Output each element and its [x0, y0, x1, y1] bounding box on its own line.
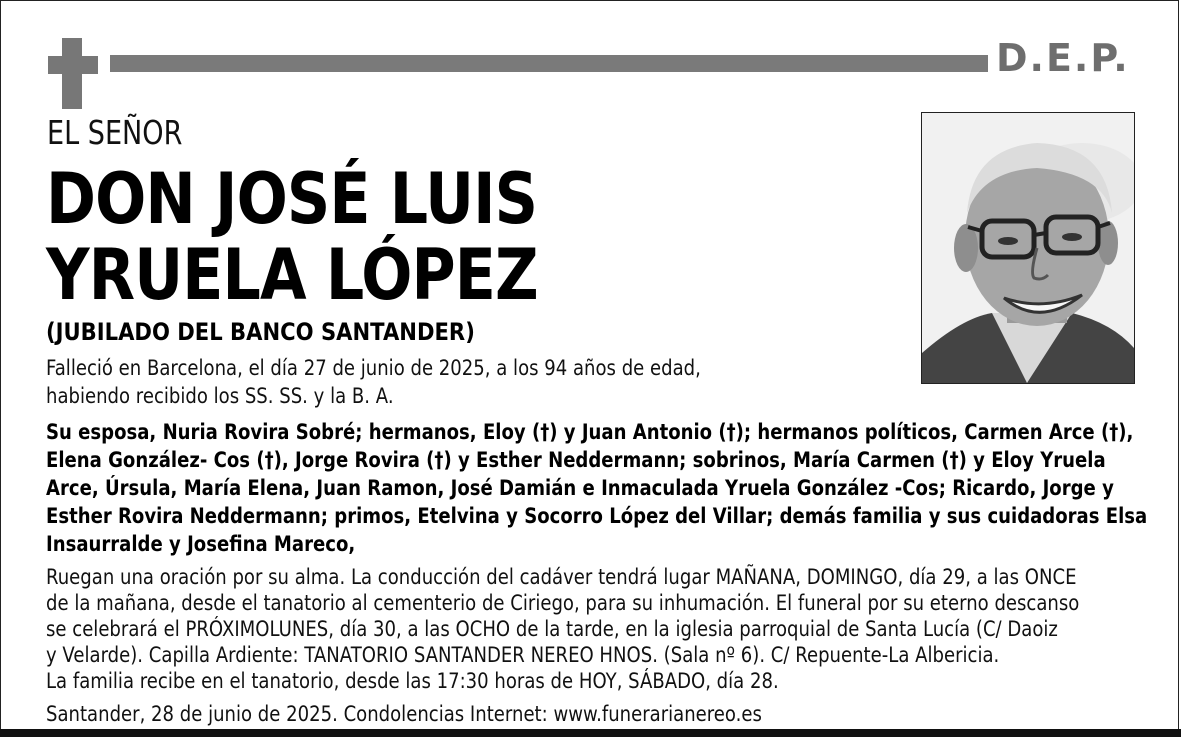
- family-line: Su esposa, Nuria Rovira Sobré; hermanos, Eloy (†) y Juan Antonio (†); hermanos políticos, Carmen Arce (†),: [46, 420, 1134, 444]
- deceased-name-line-1: DON JOSÉ LUIS: [46, 158, 538, 240]
- service-line: y Velarde). Capilla Ardiente: TANATORIO SANTANDER NEREO HNOS. (Sala nº 6). C/ Repuente-La Albericia.: [46, 643, 1000, 667]
- header-rule: [110, 55, 988, 72]
- bottom-border: [0, 729, 1181, 737]
- family-line: Esther Rovira Neddermann; primos, Etelvina y Socorro López del Villar; demás familia y sus cuidadoras Elsa: [46, 504, 1148, 528]
- honorific: EL SEÑOR: [47, 113, 183, 152]
- dep-label: D.E.P.: [996, 36, 1130, 80]
- service-line: Ruegan una oración por su alma. La conducción del cadáver tendrá lugar MAÑANA, DOMINGO, día 29, a las ONCE: [46, 565, 1077, 589]
- family-line: Elena González- Cos (†), Jorge Rovira (†) y Esther Neddermann; sobrinos, María Carmen (†) y Eloy Yruela: [46, 448, 1106, 472]
- occupation: (JUBILADO DEL BANCO SANTANDER): [46, 318, 475, 346]
- family-line: Insaurralde y Josefina Mareco,: [46, 532, 356, 556]
- death-notice-line: Falleció en Barcelona, el día 27 de junio de 2025, a los 94 años de edad,: [46, 356, 701, 380]
- family-line: Arce, Úrsula, María Elena, Juan Ramon, José Damián e Inmaculada Yruela González -Cos; Ricardo, Jorge y: [46, 476, 1114, 500]
- deceased-portrait: [921, 112, 1135, 384]
- footer-text: Santander, 28 de junio de 2025. Condolencias Internet: www.funerarianereo.es: [46, 702, 762, 726]
- portrait-image: [922, 113, 1134, 383]
- cross-icon-bar: [48, 56, 98, 74]
- service-line: de la mañana, desde el tanatorio al cementerio de Ciriego, para su inhumación. El funeral por su eterno descanso: [46, 591, 1080, 615]
- service-line: se celebrará el PRÓXIMOLUNES, día 30, a las OCHO de la tarde, en la iglesia parroquial de Santa Lucía (C/ Daoiz: [46, 617, 1058, 641]
- service-line: La familia recibe en el tanatorio, desde las 17:30 horas de HOY, SÁBADO, día 28.: [46, 669, 779, 693]
- deceased-name-line-2: YRUELA LÓPEZ: [46, 234, 538, 316]
- death-notice-line: habiendo recibido los SS. SS. y la B. A.: [46, 384, 394, 408]
